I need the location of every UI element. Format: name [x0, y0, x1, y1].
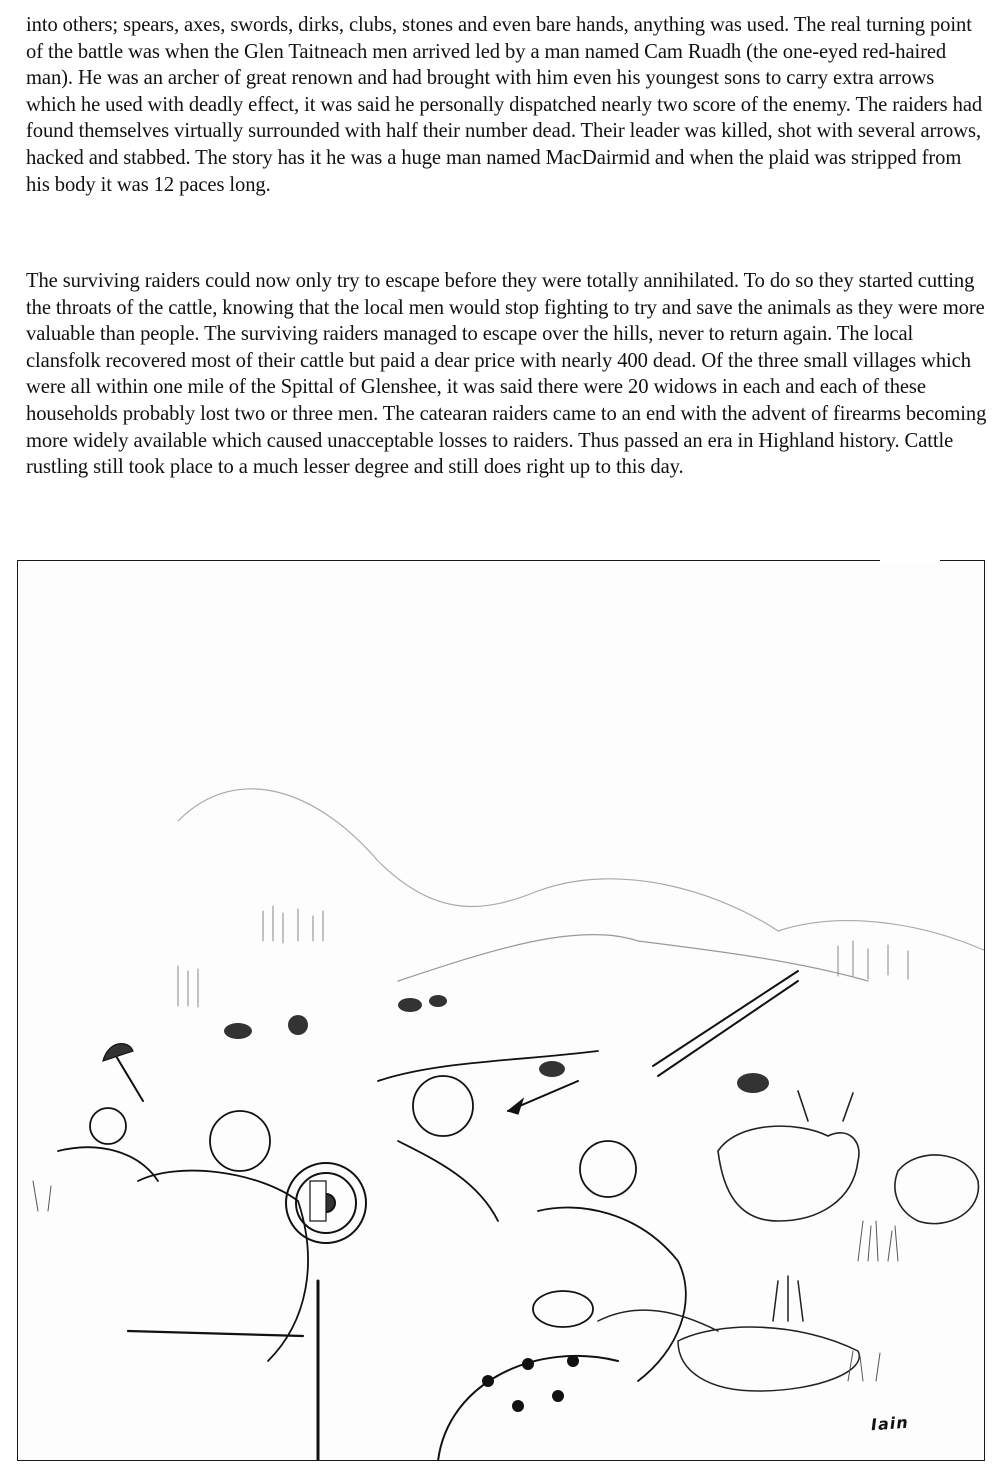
- ridge-middle: [398, 935, 868, 981]
- pencil-sketch: [18, 561, 985, 1461]
- frame-border-gap: [880, 558, 940, 563]
- axe-handle: [113, 1051, 143, 1101]
- sword-hilt: [310, 1181, 326, 1221]
- grass-strokes: [33, 1181, 898, 1381]
- raised-sword: [653, 971, 798, 1076]
- paragraph-battle: into others; spears, axes, swords, dirks, clubs, stones and even bare hands, anything was used. The real turning point of the battle was when the Glen Taitneach men arrived led by a man named Cam Ruadh (the one-eyed red-haired man). He was an archer of great renown and had brought with him even his youngest sons to carry extra arrows which he used with deadly effect, it was said he personally dispatched nearly two score of the enemy. The raiders had found themselves virtually surrounded with half their number dead. Their leader was killed, shot with several arrows, hacked and stabbed. The story has it he was a huge man named MacDairmid and when the plaid was stripped from his body it was 12 paces long.: [26, 14, 983, 196]
- fallen-warrior: [598, 1276, 859, 1391]
- lower-sword: [128, 1331, 303, 1336]
- spear-tip: [508, 1099, 523, 1114]
- paragraph-aftermath: The surviving raiders could now only try to escape before they were totally annihilated. To do so they started cutting the throats of the cattle, knowing that the local men would stop fighting to try and save the animals as they were more valuable than people. The surviving raiders managed to escape over the hills, never to return again. The local clansfolk recovered most of their cattle but paid a dear price with nearly 400 dead. Of the three small villages which were all within one mile of the Spittal of Glenshee, it was said there were 20 widows in each and each of these households probably lost two or three men. The catearan raiders came to an end with the advent of firearms becoming more widely available which caused unacceptable losses to raiders. Thus passed an era in Highland history. Cattle rustling still took place to a much lesser degree and still does right up to this day.: [26, 270, 987, 479]
- hill-right-outline: [538, 879, 985, 951]
- foreground-cattle: [718, 1091, 978, 1224]
- tree-cluster: [178, 906, 908, 1007]
- lower-shield: [438, 1356, 618, 1461]
- hill-left-outline: [178, 789, 538, 907]
- battle-illustration: [17, 560, 985, 1461]
- artist-signature: Iain: [870, 1412, 910, 1435]
